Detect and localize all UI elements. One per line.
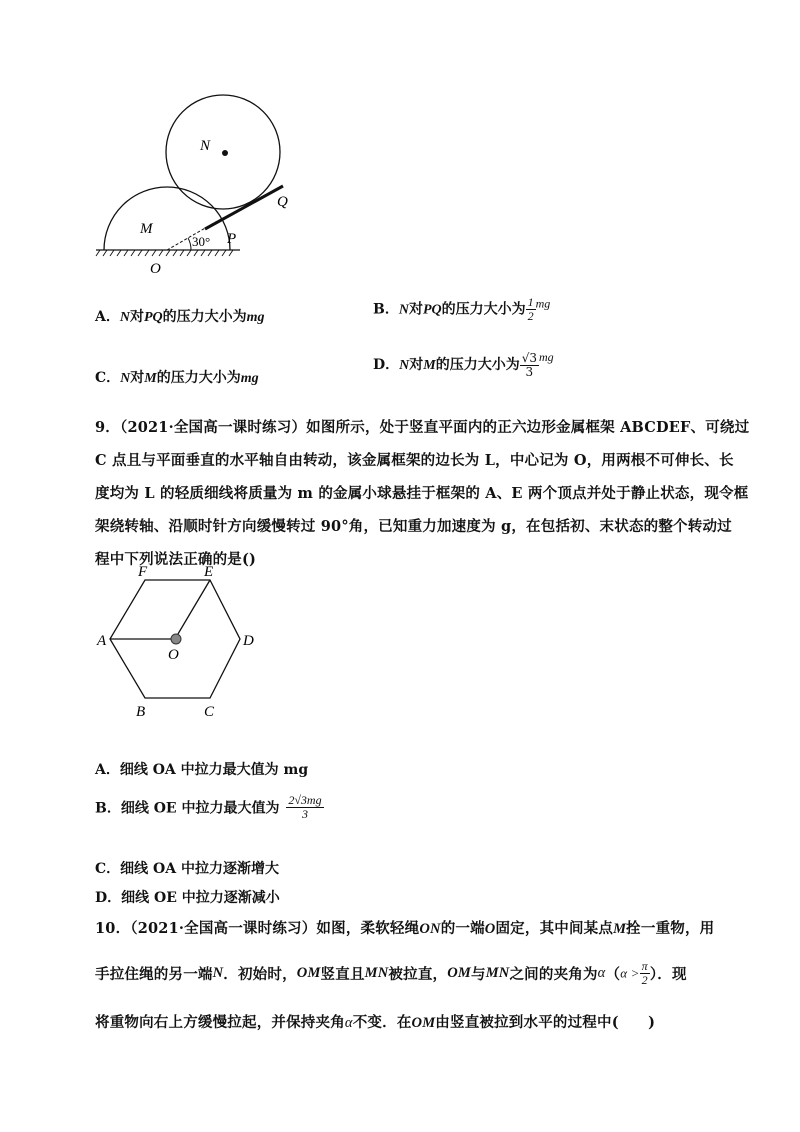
label-o: O (150, 261, 161, 277)
var-n: N (398, 302, 409, 318)
label-c: C (204, 704, 215, 720)
q10-line-3: 将重物向右上方缓慢拉起，并保持夹角α不变．在OM由竖直被拉到水平的过程中( ) (95, 1014, 656, 1031)
q8-option-a[interactable] (95, 306, 265, 326)
q9-option-d[interactable]: D．细线 OE 中拉力逐渐减小 (95, 890, 280, 906)
var-m: M (144, 371, 157, 386)
var-m: M (423, 358, 436, 373)
angle-arc (188, 238, 191, 250)
q9-line-2: C 点且与平面垂直的水平轴自由转动，该金属框架的边长为 L，中心记为 O，用两根不可伸长、长 (95, 452, 734, 469)
q9-line-3: 度均为 L 的轻质细线将质量为 m 的金属小球悬挂于框架的 A、E 两个顶点并处于静止状态，现令框 (95, 485, 749, 502)
text-dui: 对 (130, 309, 144, 325)
q9-line-5: 程中下列说法正确的是() (95, 551, 257, 568)
label-m: M (140, 221, 153, 237)
semicircle-m (104, 187, 230, 250)
metal-ball (171, 634, 181, 644)
text-dui: 对 (130, 370, 145, 386)
label-d: D (243, 633, 254, 649)
value-mg: mg (535, 296, 551, 311)
label-o: O (168, 647, 179, 663)
center-dot-n (222, 150, 228, 156)
label-p: P (227, 231, 237, 247)
var-n: N (399, 358, 410, 373)
q8-option-b[interactable] (373, 296, 550, 323)
label-angle: 30° (192, 234, 211, 249)
option-prefix: B． (373, 301, 399, 318)
text-dui: 对 (408, 301, 423, 318)
q9-option-a[interactable]: A．细线 OA 中拉力最大值为 mg (95, 762, 309, 778)
fraction-root3-over-3: $\frac{√3}{3}$ (521, 350, 537, 379)
q9-option-c[interactable]: C．细线 OA 中拉力逐渐增大 (95, 861, 279, 877)
fraction-pi-over-2: $\frac{\pi}{2}$ (641, 959, 648, 987)
label-n: N (200, 138, 211, 154)
option-text: 的压力大小为 (435, 357, 520, 373)
ground-hatching (96, 250, 233, 256)
figure-hexagon (90, 563, 270, 723)
value-mg: mg (240, 371, 259, 386)
q10-line-2: 手拉住绳的另一端N．初始时，OM竖直且MN被拉直，OM与MN之间的夹角为α（α > $\frac{\pi}{2}$ ）．现 (95, 959, 687, 987)
option-text: 的压力大小为 (162, 309, 247, 325)
var-n: N (120, 371, 131, 386)
q8-option-d[interactable] (373, 350, 554, 379)
fraction-half: $\frac{1}{2}$ (527, 295, 534, 323)
var-pq: PQ (144, 310, 163, 325)
fraction-2root3mg-over-3: $\frac{2√3mg}{3}$ (288, 793, 322, 821)
var-n: N (119, 310, 130, 325)
value-mg: mg (246, 310, 265, 325)
q9-line-1: 9．（2021·全国高一课时练习）如图所示，处于竖直平面内的正六边形金属框架 ABCDEF、可绕过 (95, 419, 750, 436)
plank-pq (205, 186, 283, 229)
option-text: 的压力大小为 (441, 301, 526, 318)
option-text: B．细线 OE 中拉力最大值为 (95, 800, 280, 817)
option-prefix: C． (95, 370, 121, 386)
label-f: F (138, 564, 148, 580)
var-pq: PQ (422, 302, 442, 318)
label-b: B (136, 704, 146, 720)
q9-line-4: 架绕转轴、沿顺时针方向缓慢转过 90°角，已知重力加速度为 g，在包括初、末状态的整个转动过 (95, 518, 732, 535)
value-mg: mg (539, 350, 554, 364)
q10-line-1: 10．（2021·全国高一课时练习）如图，柔软轻绳ON的一端O固定，其中间某点M拴一重物，用 (95, 920, 715, 937)
figure-circles-incline (90, 90, 305, 285)
string-oe (175, 580, 210, 639)
option-prefix: A． (95, 309, 120, 325)
q9-option-b[interactable] (95, 794, 324, 821)
label-e: E (204, 564, 214, 580)
q8-option-c[interactable] (95, 367, 259, 387)
text-dui: 对 (409, 357, 424, 373)
option-text: 的压力大小为 (156, 370, 241, 386)
label-a: A (97, 633, 107, 649)
label-q: Q (277, 194, 288, 210)
option-prefix: D． (373, 357, 400, 373)
